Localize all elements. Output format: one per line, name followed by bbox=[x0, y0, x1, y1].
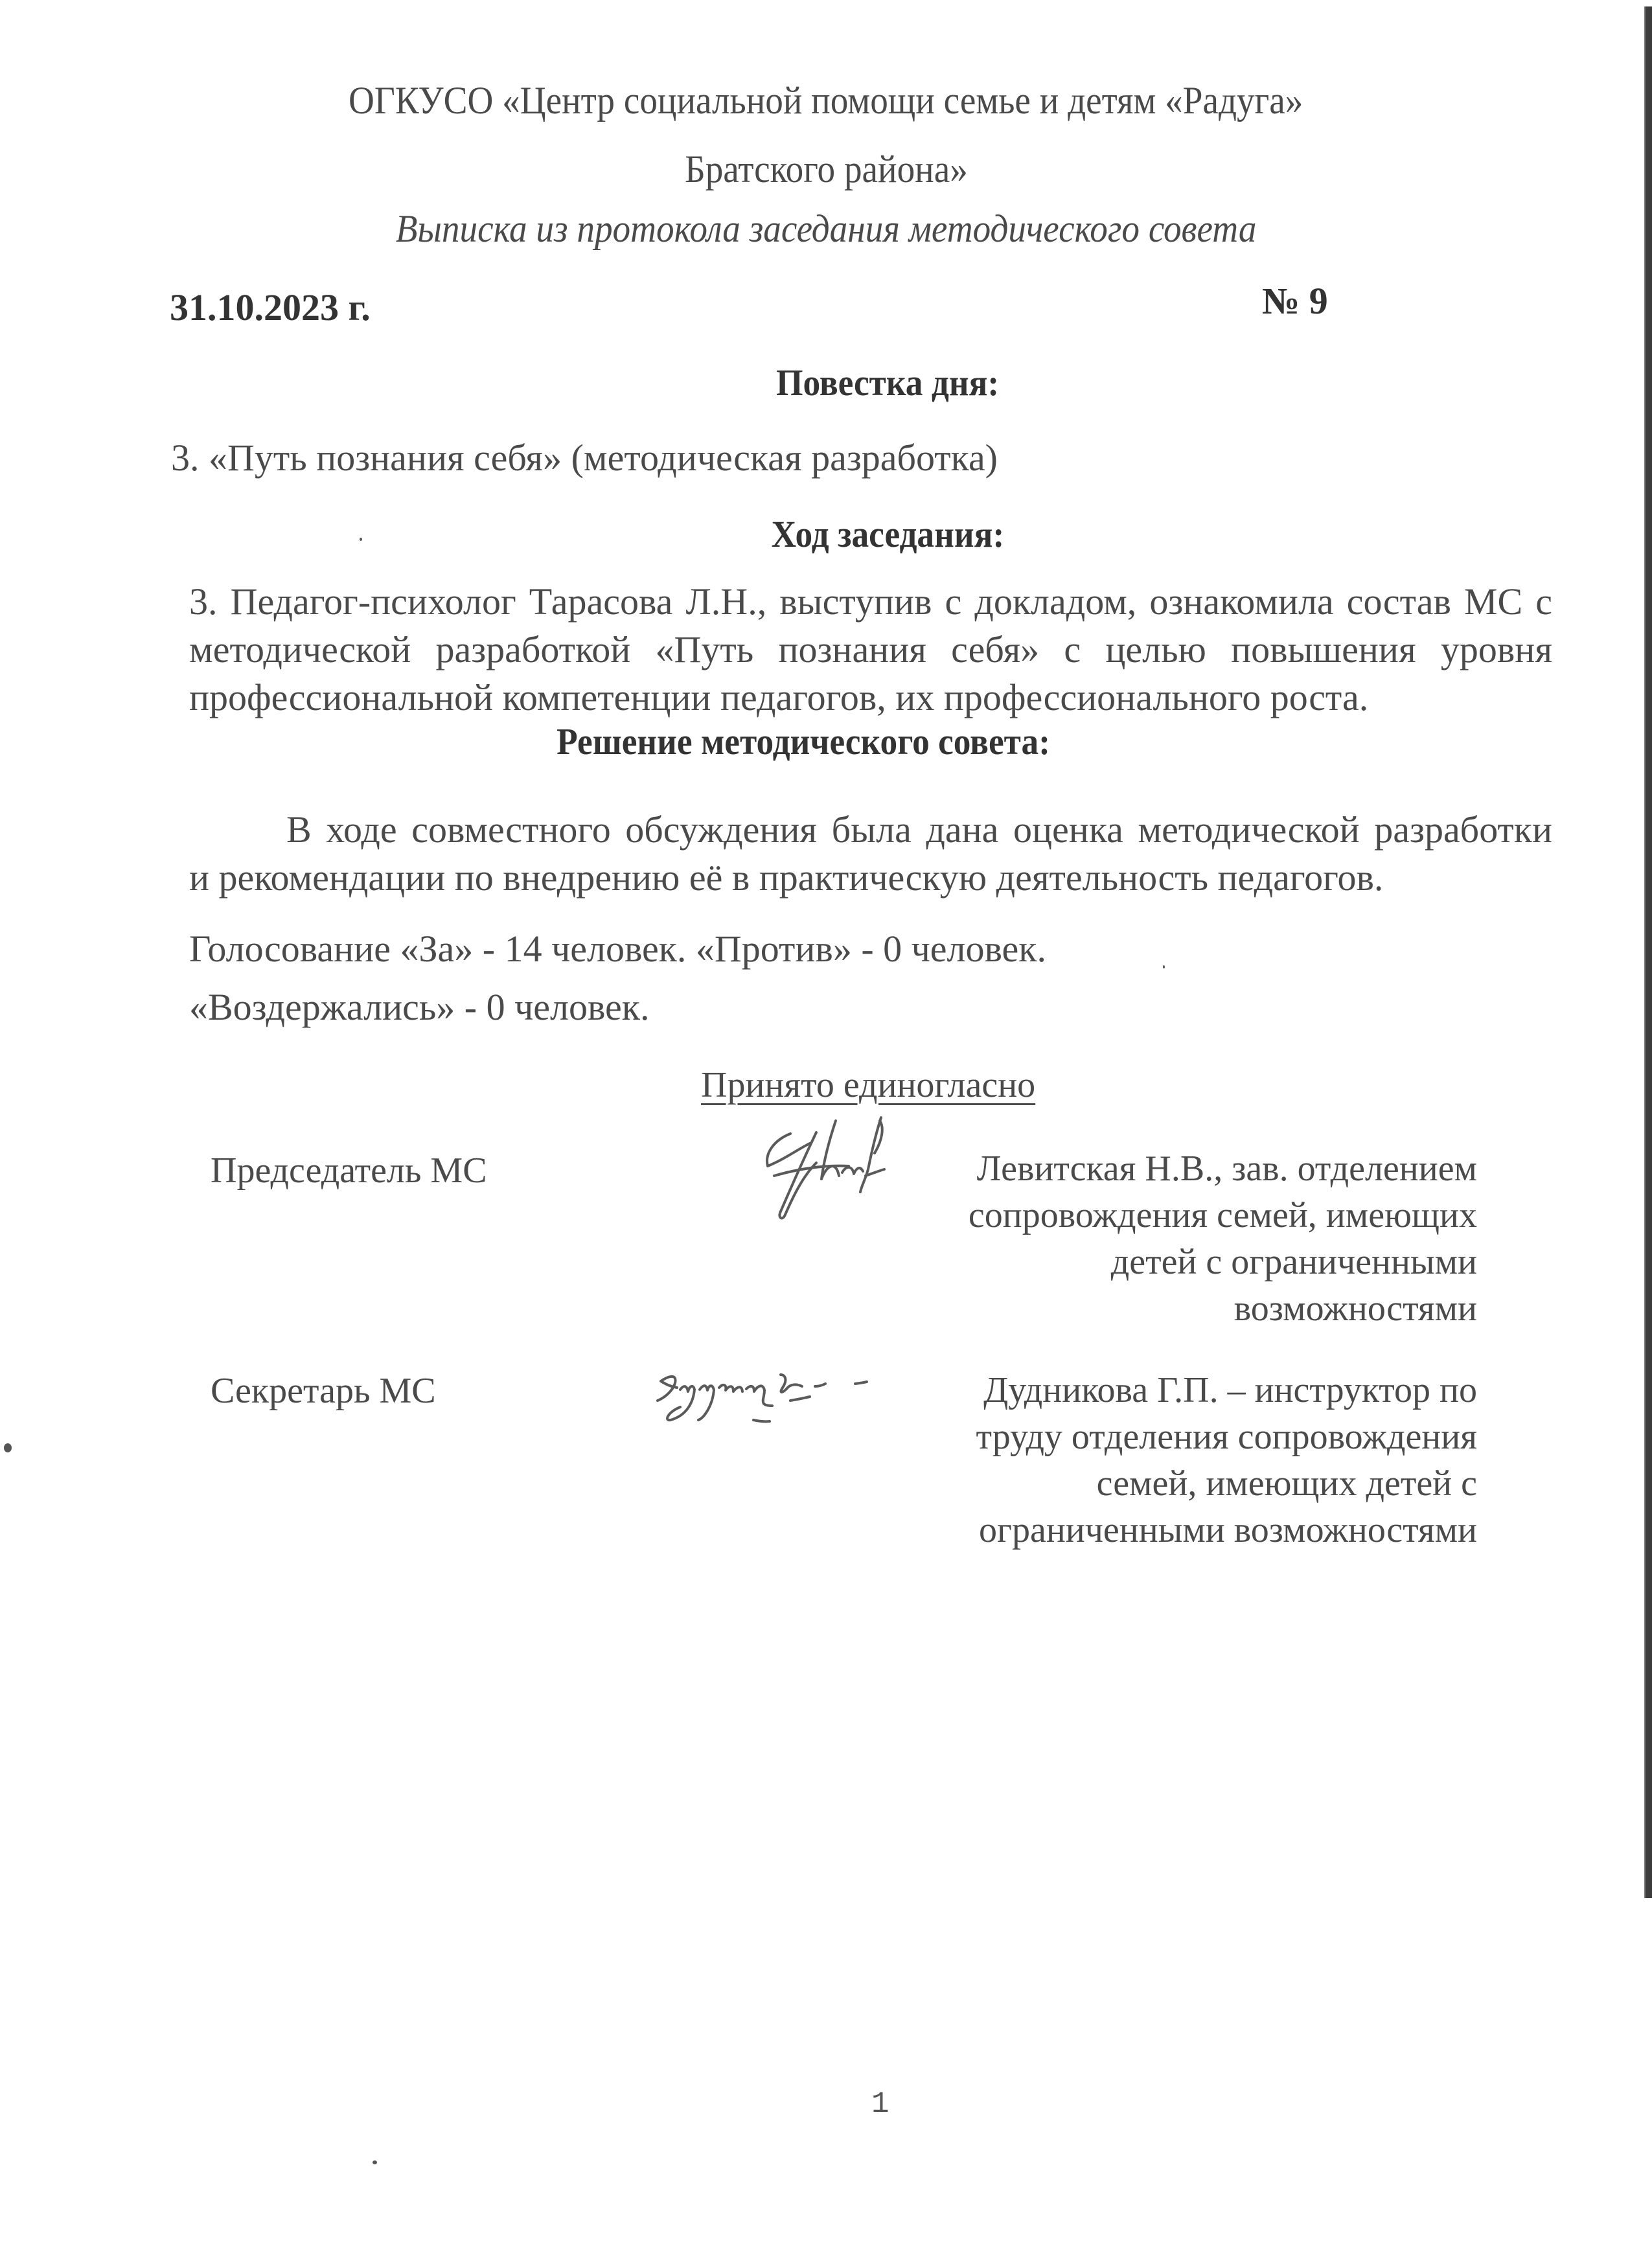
scan-speck bbox=[373, 2160, 377, 2164]
proceedings-line: профессиональной компетенции педагогов, их профессионального роста. bbox=[189, 676, 1369, 718]
agenda-item: 3. «Путь познания себя» (методическая разработка) bbox=[171, 437, 998, 479]
chairman-label: Председатель МС bbox=[211, 1151, 487, 1191]
document-subtitle bbox=[0, 206, 1652, 251]
chairman-description-line: возможностями bbox=[1233, 1289, 1477, 1329]
proceedings-paragraph bbox=[189, 578, 1552, 722]
proceedings-line: 3. Педагог-психолог Тарасова Л.Н., выступив с докладом, ознакомила состав МС с bbox=[189, 580, 1552, 623]
chairman-description-line: сопровождения семей, имеющих bbox=[968, 1195, 1477, 1235]
secretary-description bbox=[829, 1367, 1477, 1553]
page-number: 1 bbox=[871, 2087, 889, 2121]
secretary-description-line: семей, имеющих детей с bbox=[1096, 1463, 1477, 1504]
organization-title-text: ОГКУСО «Центр социальной помощи семье и детям «Радуга» bbox=[349, 79, 1303, 122]
decision-paragraph bbox=[189, 806, 1552, 902]
organization-title-continuation bbox=[0, 146, 1652, 192]
protocol-number: № 9 bbox=[1262, 280, 1328, 322]
scan-speck bbox=[4, 1443, 12, 1452]
proceedings-line: методической разработкой «Путь познания себя» с целью повышения уровня bbox=[189, 628, 1552, 670]
organization-title bbox=[0, 78, 1652, 123]
scan-edge-shadow bbox=[1644, 6, 1652, 1898]
decision-heading bbox=[0, 719, 1607, 764]
secretary-label: Секретарь МС bbox=[211, 1371, 436, 1411]
decision-heading-text: Решение методического совета: bbox=[556, 720, 1050, 762]
vote-abstained-line: «Воздержались» - 0 человек. bbox=[189, 986, 650, 1028]
chairman-description-line: Левитская Н.В., зав. отделением bbox=[976, 1149, 1477, 1189]
protocol-date: 31.10.2023 г. bbox=[170, 286, 371, 328]
scan-speck bbox=[1163, 965, 1165, 968]
document-subtitle-text: Выписка из протокола заседания методического совета bbox=[395, 207, 1257, 250]
decision-result bbox=[701, 1062, 1035, 1108]
secretary-description-line: труду отделения сопровождения bbox=[976, 1417, 1477, 1457]
chairman-description bbox=[829, 1145, 1477, 1332]
decision-result-text: Принято единогласно bbox=[701, 1065, 1036, 1105]
decision-line: и рекомендации по внедрению её в практическую деятельность педагогов. bbox=[189, 856, 1384, 899]
secretary-description-line: ограниченными возможностями bbox=[979, 1510, 1477, 1550]
secretary-description-line: Дудникова Г.П. – инструктор по bbox=[983, 1370, 1477, 1410]
vote-result-line: Голосование «За» - 14 человек. «Против» - 0 человек. bbox=[189, 928, 1046, 970]
proceedings-heading bbox=[0, 512, 1652, 557]
decision-line: В ходе совместного обсуждения была дана оценка методической разработки bbox=[286, 808, 1552, 851]
agenda-heading-text: Повестка дня: bbox=[775, 361, 1000, 404]
proceedings-heading-text: Ход заседания: bbox=[771, 513, 1004, 555]
agenda-heading bbox=[0, 360, 1652, 406]
chairman-description-line: детей с ограниченными bbox=[1110, 1242, 1477, 1282]
organization-title-continuation-text: Братского района» bbox=[684, 148, 968, 190]
